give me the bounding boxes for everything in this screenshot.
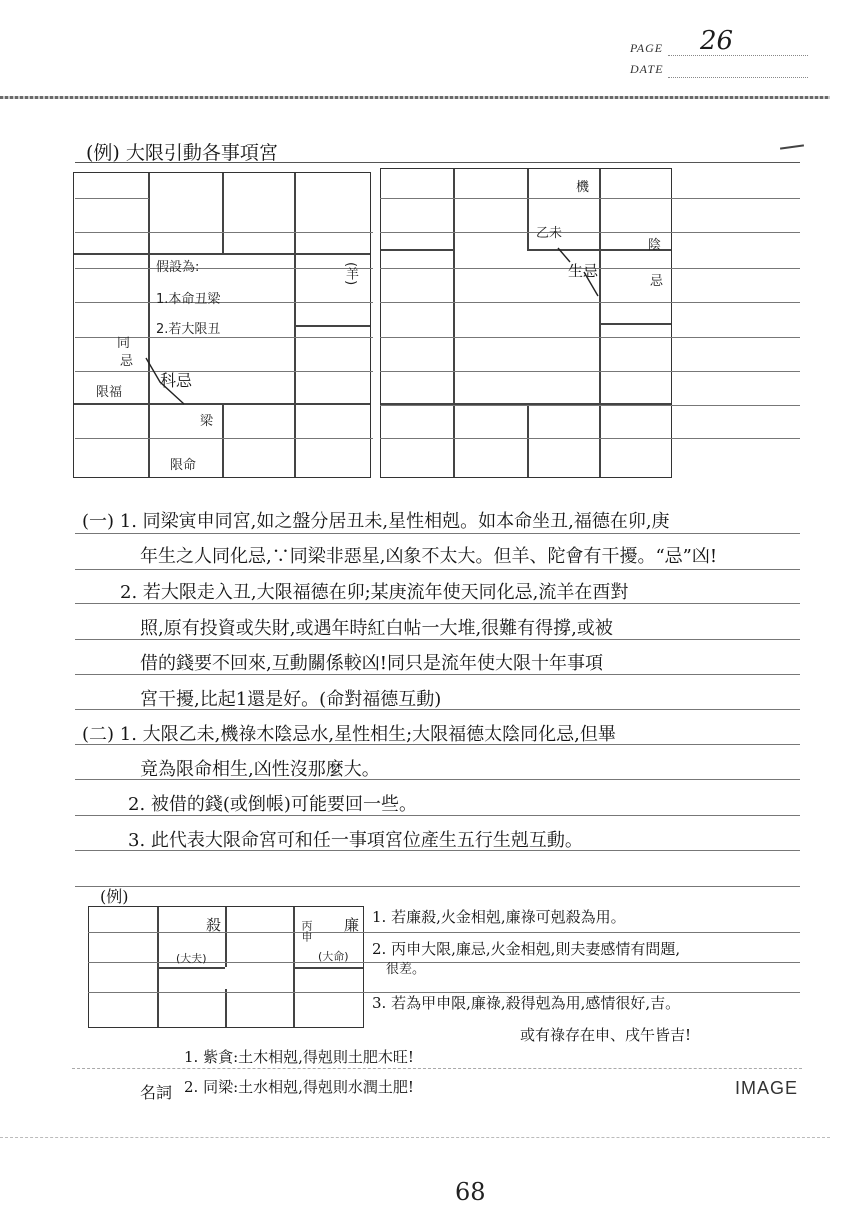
title-rule — [75, 162, 800, 163]
yin-ji-mark: 忌 — [650, 274, 664, 289]
footer-line1: 1. 紫貪:土木相剋,得剋則土肥木旺! — [184, 1048, 414, 1066]
date-underline — [668, 77, 808, 78]
tong-label: 同 — [117, 336, 131, 351]
right-chart-arrow — [556, 246, 604, 302]
section1-line1: (一) 1. 同梁寅申同宮,如之盤分居丑未,星性相剋。如本命坐丑,福德在卯,庚 — [82, 511, 670, 532]
section1-line4: 照,原有投資或失財,或遇年時紅白帖一大堆,很難有得撐,或被 — [140, 618, 613, 639]
section1-line6: 宮干擾,比起1還是好。(命對福德互動) — [140, 689, 442, 710]
xianfu-label: 限福 — [96, 385, 123, 400]
section2-line2: 竟為限命相生,凶性沒那麼大。 — [140, 759, 380, 780]
yin-label: 陰 — [648, 238, 662, 253]
right-chart-grid — [380, 168, 672, 478]
dashi-label: (大夫) — [176, 952, 207, 965]
assume-line-1: 1.本命丑梁 — [156, 292, 221, 307]
footer-dashed-rule — [72, 1068, 802, 1069]
ji-mark: 忌 — [120, 354, 134, 369]
bottom-rule — [0, 1137, 830, 1138]
section2-line4: 3. 此代表大限命宮可和任一事項宮位產生五行生剋互動。 — [128, 830, 583, 851]
assume-label: 假設為: — [156, 260, 200, 275]
header-rule — [0, 96, 830, 99]
page-label: PAGE — [630, 41, 664, 55]
example2-note1: 1. 若廉殺,火金相剋,廉祿可剋殺為用。 — [372, 908, 626, 926]
footer-mingci-label: 名詞 — [140, 1083, 173, 1102]
lian-label: 廉 — [344, 916, 360, 934]
page-number: 68 — [455, 1178, 486, 1206]
bing-shen-label: 丙申 — [300, 920, 313, 942]
left-chart-arrow — [140, 352, 200, 412]
section2-line1: (二) 1. 大限乙未,機祿木陰忌水,星性相生;大限福德太陰同化忌,但畢 — [82, 724, 616, 745]
yiwei-label: 乙未 — [536, 226, 563, 241]
da-ming-label: (大命) — [318, 950, 349, 963]
section1-line2: 年生之人同化忌,∵同梁非惡星,凶象不太大。但羊、陀會有干擾。“忌”凶! — [140, 546, 718, 567]
example2-note3: 3. 若為甲申限,廉祿,殺得剋為用,感情很好,吉。 — [372, 994, 681, 1012]
example2-label: (例) — [100, 887, 129, 906]
title-stroke — [780, 144, 804, 149]
date-label: DATE — [630, 62, 664, 76]
page-underline — [668, 55, 808, 56]
image-logo: IMAGE — [735, 1078, 799, 1098]
example2-note4: 或有祿存在申、戌午皆吉! — [520, 1026, 692, 1044]
example2-note2: 2. 丙申大限,廉忌,火金相剋,則夫妻感情有問題, — [372, 940, 681, 958]
example-title: (例) 大限引動各事項宮 — [86, 142, 278, 164]
left-chart-grid — [73, 172, 371, 478]
ji-star-label: 機 — [576, 180, 590, 195]
example2-note2b: 很差。 — [386, 962, 426, 977]
handwritten-page-number: 26 — [700, 26, 734, 56]
xianming-label: 限命 — [170, 458, 197, 473]
section1-line3: 2. 若大限走入丑,大限福德在卯;某庚流年使天同化忌,流羊在酉對 — [120, 582, 629, 603]
sheng-ji-mark: 生忌 — [568, 262, 599, 280]
section2-line3: 2. 被借的錢(或倒帳)可能要回一些。 — [128, 794, 417, 815]
assume-line-2: 2.若大限丑 — [156, 322, 221, 337]
liang-label: 梁 — [200, 414, 214, 429]
footer-line2: 2. 同梁:土水相剋,得剋則水潤土肥! — [184, 1078, 414, 1096]
kexji-mark: 科忌 — [160, 371, 193, 390]
sha-label: 殺 — [206, 916, 222, 934]
example2-grid — [88, 906, 364, 1028]
sheep-label: (羊) — [343, 262, 358, 286]
section1-line5: 借的錢要不回來,互動關係較凶!同只是流年使大限十年事項 — [140, 653, 603, 674]
